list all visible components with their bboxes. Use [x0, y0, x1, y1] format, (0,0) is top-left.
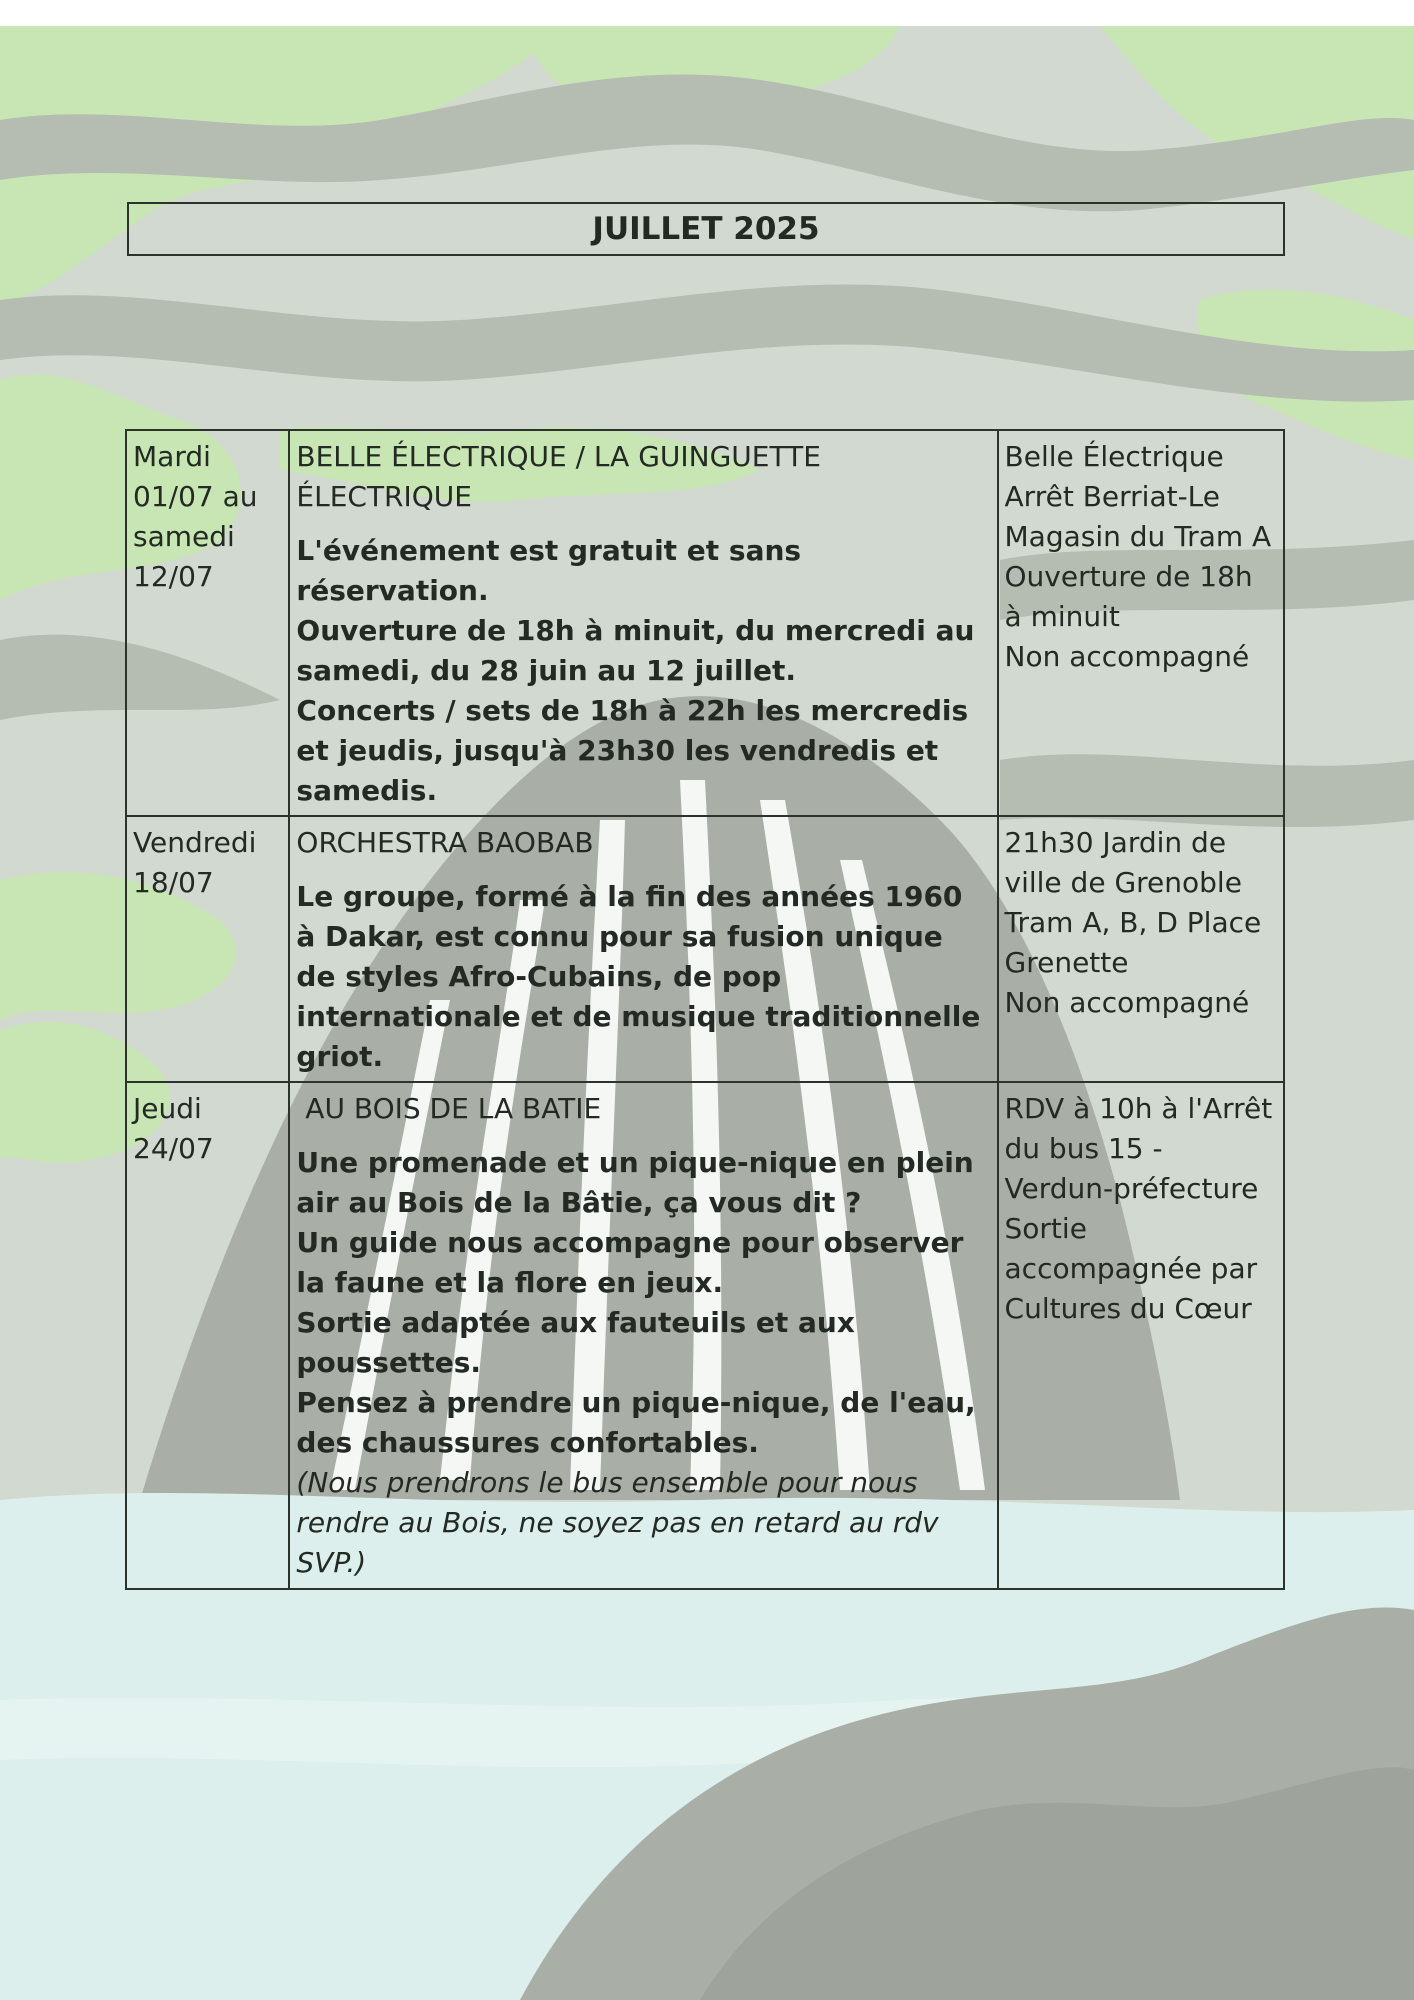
event-title: AU BOIS DE LA BATIE	[296, 1092, 602, 1125]
event-title: ORCHESTRA BAOBAB	[296, 826, 594, 859]
event-date-cell: Mardi 01/07 au samedi 12/07	[126, 430, 289, 816]
event-description-cell	[289, 430, 997, 816]
event-title: BELLE ÉLECTRIQUE / LA GUINGUETTE ÉLECTRIQUE	[296, 440, 821, 513]
table-row	[126, 1082, 1284, 1589]
event-body: Le groupe, formé à la fin des années 1960 à Dakar, est connu pour sa fusion unique de styles Afro-Cubains, de pop internationale et de musique traditionnelle griot.	[296, 880, 981, 1073]
events-table	[125, 429, 1285, 1590]
event-info-cell: 21h30 Jardin de ville de Grenoble Tram A, B, D Place Grenette Non accompagné	[998, 816, 1284, 1082]
event-date-cell: Vendredi 18/07	[126, 816, 289, 1082]
page-title: JUILLET 2025	[127, 202, 1285, 256]
event-description-cell	[289, 816, 997, 1082]
table-row	[126, 430, 1284, 816]
event-date-cell: Jeudi 24/07	[126, 1082, 289, 1589]
event-note: (Nous prendrons le bus ensemble pour nous rendre au Bois, ne soyez pas en retard au rdv SVP.)	[296, 1466, 939, 1579]
table-row	[126, 816, 1284, 1082]
event-info-cell: RDV à 10h à l'Arrêt du bus 15 - Verdun-préfecture Sortie accompagnée par Cultures du Cœur	[998, 1082, 1284, 1589]
event-info-cell: Belle Électrique Arrêt Berriat-Le Magasin du Tram A Ouverture de 18h à minuit Non accompagné	[998, 430, 1284, 816]
event-body: Une promenade et un pique-nique en plein air au Bois de la Bâtie, ça vous dit ? Un guide nous accompagne pour observer la faune et la flore en jeux. Sortie adaptée aux fauteuils et aux poussettes. Pensez à prendre un pique-nique, de l'eau, des chaussures confortables. (Nous prendrons le bus ensemble pour nous rendre au Bois, ne soyez pas en retard au rdv SVP.)	[296, 1143, 990, 1583]
event-description-cell	[289, 1082, 997, 1589]
event-body: L'événement est gratuit et sans réservation. Ouverture de 18h à minuit, du mercredi au samedi, du 28 juin au 12 juillet. Concerts / sets de 18h à 22h les mercredis et jeudis, jusqu'à 23h30 les vendredis et samedis.	[296, 534, 975, 807]
